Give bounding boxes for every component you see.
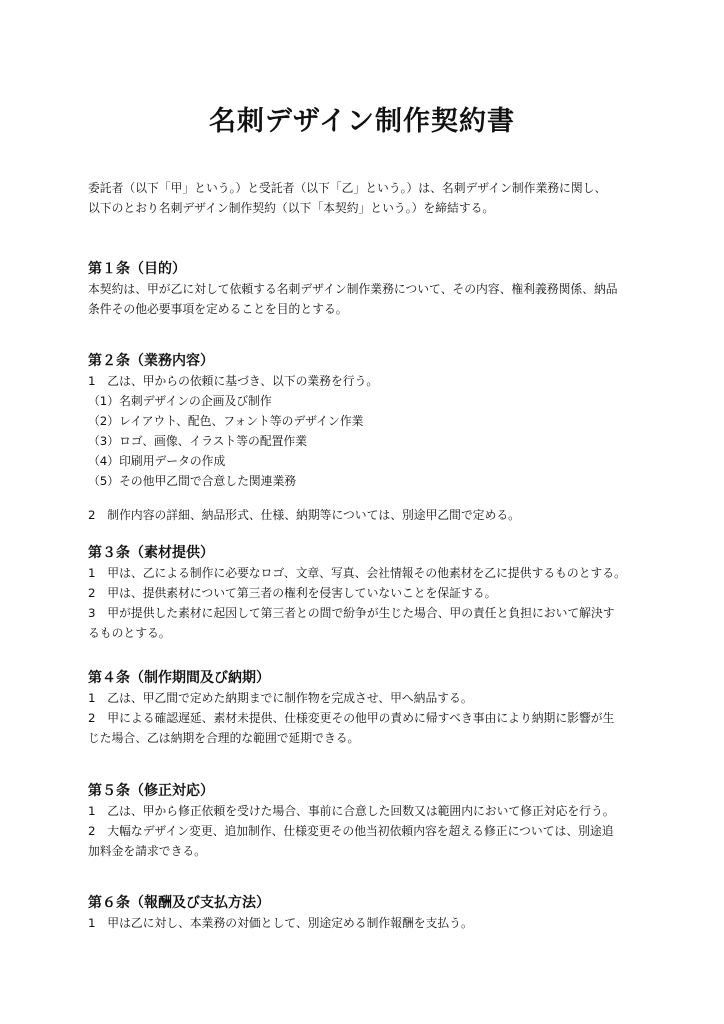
article-heading: 第４条（制作期間及び納期） [88,670,270,686]
article-line: 1 甲は、乙による制作に必要なロゴ、文章、写真、会社情報その他素材を乙に提供するものとする。 [88,566,626,580]
article-line: るものとする。 [88,626,171,640]
article-line: 2 甲は、提供素材について第三者の権利を侵害していないことを保証する。 [88,586,497,600]
article-line: （4）印刷用データの作成 [88,454,226,468]
document-title: 名刺デザイン制作契約書 [208,106,516,137]
intro-paragraph [88,178,648,218]
article-heading: 第２条（業務内容） [88,353,214,369]
article-line: （2）レイアウト、配色、フォント等のデザイン作業 [88,414,364,428]
article-6 [88,893,648,933]
article-line: 2 大幅なデザイン変更、追加制作、仕様変更その他当初依頼内容を超える修正については、別途追 [88,824,614,838]
article-4 [88,668,648,748]
article-5 [88,781,648,861]
intro-line: 委託者（以下「甲」という。）と受託者（以下「乙」という。）は、名刺デザイン制作業務に関し、 [88,181,607,195]
article-line: （3）ロゴ、画像、イラスト等の配置作業 [88,434,308,448]
article-heading: 第１条（目的） [88,261,186,277]
article-heading: 第３条（素材提供） [88,545,214,561]
article-line: 条件その他必要事項を定めることを目的とする。 [88,302,348,316]
article-heading: 第６条（報酬及び支払方法） [88,895,270,911]
article-line: 1 乙は、甲乙間で定めた納期までに制作物を完成させ、甲へ納品する。 [88,691,473,705]
article-heading: 第５条（修正対応） [88,783,214,799]
article-line: 1 乙は、甲からの依頼に基づき、以下の業務を行う。 [88,374,379,388]
article-line: 2 制作内容の詳細、納品形式、仕様、納期等については、別途甲乙間で定める。 [88,508,520,522]
article-3 [88,543,648,643]
intro-line: 以下のとおり名刺デザイン制作契約（以下「本契約」という。）を締結する。 [88,201,495,215]
article-line: 1 乙は、甲から修正依頼を受けた場合、事前に合意した回数又は範囲内において修正対応を行う。 [88,804,615,818]
article-1 [88,259,648,319]
article-line: （5）その他甲乙間で合意した関連業務 [88,474,297,488]
article-line: 1 甲は乙に対し、本業務の対価として、別途定める制作報酬を支払う。 [88,916,473,930]
article-line: 加料金を請求できる。 [88,844,206,858]
article-line: （1）名刺デザインの企画及び制作 [88,394,272,408]
article-line: 2 甲による確認遅延、素材未提供、仕様変更その他甲の責めに帰すべき事由により納期に影響が生 [88,711,615,725]
article-line: 本契約は、甲が乙に対して依頼する名刺デザイン制作業務について、その内容、権利義務関係、納品 [88,282,618,296]
article-line: じた場合、乙は納期を合理的な範囲で延期できる。 [88,731,360,745]
article-2 [88,351,648,525]
article-line: 3 甲が提供した素材に起因して第三者との間で紛争が生じた場合、甲の責任と負担において解決す [88,606,615,620]
